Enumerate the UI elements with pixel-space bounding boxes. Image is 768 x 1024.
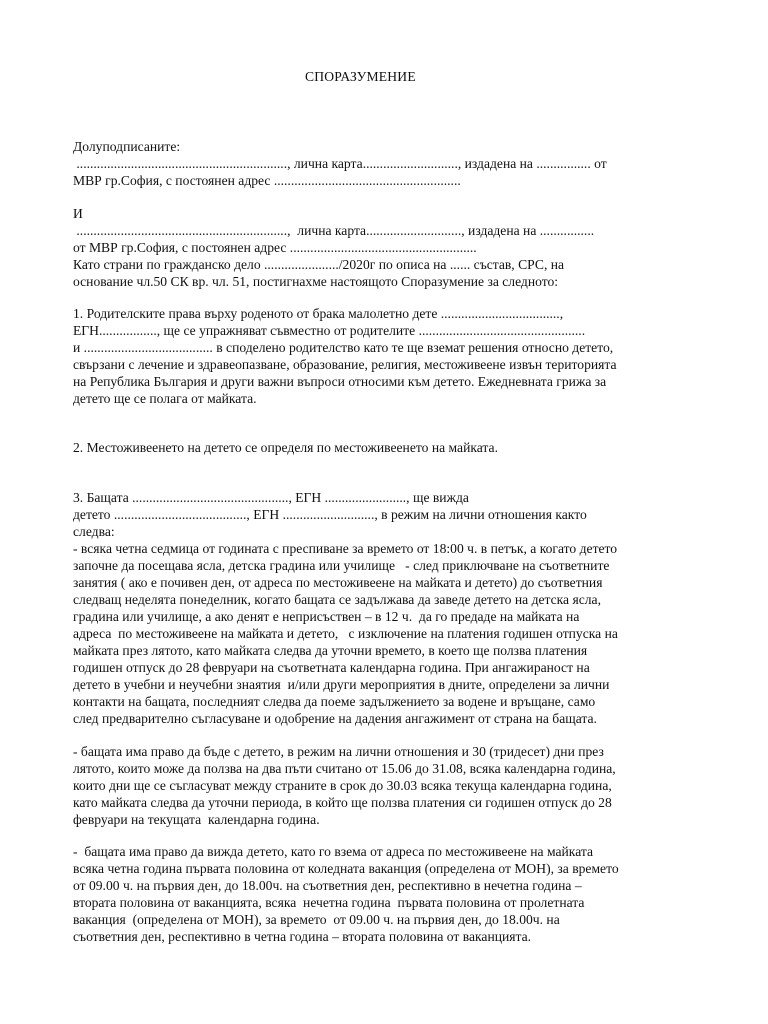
- clause3-line-3: следва:: [73, 524, 115, 539]
- clause3-bullet2-line-2: лятото, които може да ползва на два пъти считано от 15.06 до 31.08, всяка календарна година,: [73, 761, 616, 776]
- clause3-bullet3-line-3: от 09.00 ч. на първия ден, до 18.00ч. на съответния ден, респективно в нечетна година –: [73, 878, 582, 893]
- clause3-bullet1-line-3: занятия ( ако е почивен ден, от адреса по местоживеене на майката и детето) до съответния: [73, 575, 603, 590]
- clause1-line-3: и ...................................... в споделено родителство като те ще вземат решения относно детето,: [73, 340, 614, 355]
- case-line: Като страни по гражданско дело ....................../2020г по описа на ...... състав, СРС, на: [73, 257, 565, 272]
- signatories-heading: Долуподписаните:: [73, 139, 181, 154]
- clause3-bullet2-line-4: като майката следва да уточни периода, в който ще ползва платения си годишен отпуск до 28: [73, 795, 612, 810]
- clause3-bullet1-line-8: годишен отпуск до 28 февруари на съответната календарна година. При ангажираност на: [73, 660, 590, 675]
- clause3-bullet2-line-5: февруари на текущата календарна година.: [73, 812, 320, 827]
- clause3-bullet1-line-11: след предварително съгласуване и одобрение на дадения ангажимент от страна на бащата.: [73, 711, 597, 726]
- clause3-bullet1-line-5: градина или училище, а ако денят е неприсъствен – в 12 ч. да го предаде на майката на: [73, 609, 580, 624]
- clause3-bullet1-line-1: - всяка четна седмица от годината с преспиване за времето от 18:00 ч. в петък, а когато детето: [73, 541, 618, 556]
- clause3-bullet1-line-9: детето в учебни и неучебни знаятия и/или други мероприятия в дните, определени за лични: [73, 677, 610, 692]
- party2-id-line: .............................................................., лична карта............................, издадена на ................: [73, 223, 595, 238]
- clause2-line: 2. Местоживеенето на детето се определя по местоживеенето на майката.: [73, 440, 498, 455]
- clause3-bullet1-line-4: следващ неделята понеделник, когато бащата се задължава да заведе детето на детска ясла,: [73, 592, 601, 607]
- clause1-line-1: 1. Родителските права върху роденото от брака малолетно дете ...................................,: [73, 306, 564, 321]
- clause1-line-5: на Република България и други важни въпроси относими към детето. Ежедневната грижа за: [73, 374, 607, 389]
- clause3-line-2: детето ......................................., ЕГН ..........................., в режим на лични отношения както: [73, 507, 587, 522]
- clause3-bullet3-line-2: всяка четна година първата половина от коледната ваканция (определена от МОН), за времето: [73, 861, 619, 876]
- basis-line: основание чл.50 СК вр. чл. 51, постигнахме настоящото Споразумение за следното:: [73, 274, 559, 289]
- clause3-bullet3-line-1: - бащата има право да вижда детето, като го взема от адреса по местоживеене на майката: [73, 844, 594, 859]
- and-line: И: [73, 206, 83, 221]
- clause1-line-2: ЕГН................., ще се упражняват съвместно от родителите .................................................: [73, 323, 586, 338]
- party2-address-line: от МВР гр.София, с постоянен адрес .......................................................: [73, 240, 477, 255]
- clause3-bullet2-line-3: които дни ще се съгласуват между страните в срок до 30.03 всяка текуща календарна година,: [73, 778, 612, 793]
- party1-address-line: МВР гр.София, с постоянен адрес .......................................................: [73, 173, 461, 188]
- clause3-bullet2-line-1: - бащата има право да бъде с детето, в режим на лични отношения и 30 (тридесет) дни през: [73, 744, 604, 759]
- party1-id-line: .............................................................., лична карта............................, издадена на ................ от: [73, 156, 607, 171]
- clause3-bullet3-line-4: втората половина от ваканцията, всяка нечетна година първата половина от пролетната: [73, 895, 585, 910]
- clause3-line-1: 3. Бащата .............................................., ЕГН ........................, ще вижда: [73, 490, 469, 505]
- clause3-bullet1-line-6: адреса по местоживеене на майката и детето, с изключение на платения годишен отпуска на: [73, 626, 618, 641]
- clause3-bullet1-line-7: майката през лятото, като майката следва да уточни времето, в което ще ползва платения: [73, 643, 588, 658]
- clause3-bullet3-line-6: съответния ден, респективно в четна година – втората половина от ваканцията.: [73, 929, 532, 944]
- document-title: СПОРАЗУМЕНИЕ: [305, 69, 416, 84]
- clause3-bullet3-line-5: ваканция (определена от МОН), за времето от 09.00 ч. на първия ден, до 18.00ч. на: [73, 912, 560, 927]
- clause3-bullet1-line-2: започне да посещава ясла, детска градина или училище - след приключване на съответните: [73, 558, 610, 573]
- clause1-line-4: свързани с лечение и здравеопазване, образование, религия, местоживеене извън територията: [73, 357, 617, 372]
- clause3-bullet1-line-10: контакти на бащата, последният следва да поеме задължението за водене и връщане, само: [73, 694, 596, 709]
- clause1-line-6: детето ще се полага от майката.: [73, 391, 257, 406]
